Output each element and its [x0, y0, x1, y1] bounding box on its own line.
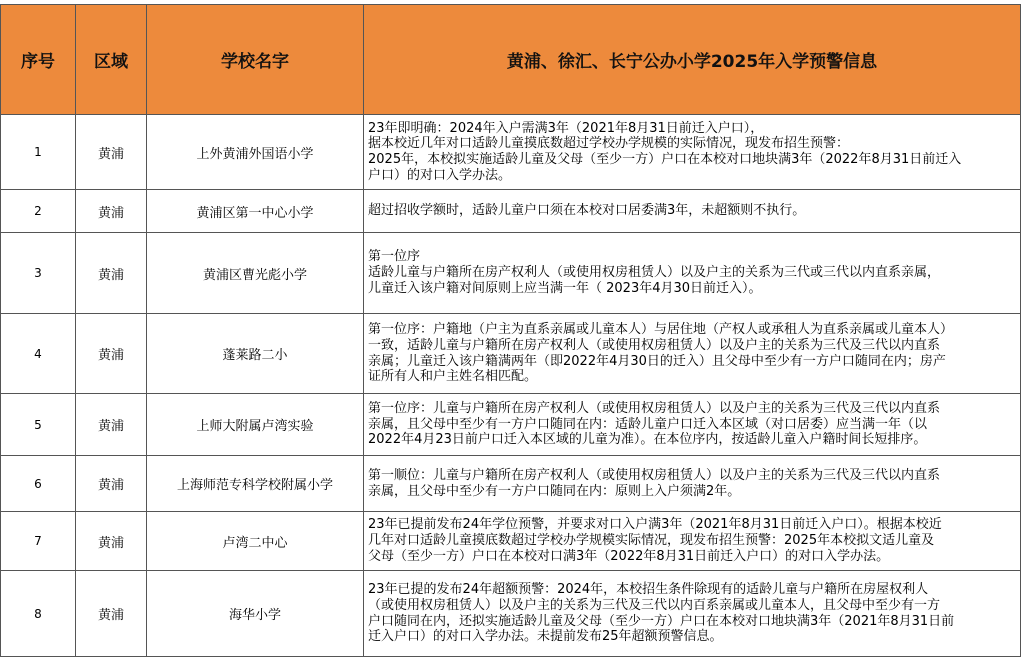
- table-row: [1, 233, 1021, 314]
- row-district: 黄浦: [76, 456, 147, 512]
- row-school-name: 黄浦区第一中心小学: [147, 190, 364, 233]
- row-warning-info: [364, 190, 1021, 233]
- header-school: 学校名字: [147, 5, 364, 115]
- warning-text-line: 几年对口适龄儿童摸底数超过学校办学规模实际情况，现发布招生预警：2025年本校拟文适儿童及: [368, 533, 935, 549]
- row-district: 黄浦: [76, 115, 147, 190]
- header-row: [1, 5, 1021, 115]
- table-row: [1, 190, 1021, 233]
- row-district: 黄浦: [76, 512, 147, 571]
- table-row: [1, 115, 1021, 190]
- table-row: [1, 314, 1021, 394]
- warning-text-line: 第一顺位：儿童与户籍所在房产权利人（或使用权房租赁人）以及户主的关系为三代及三代以内直系: [368, 467, 941, 483]
- warning-text-line: 第一位序：户籍地（户主为直系亲属或儿童本人）与居住地（产权人或承租人为直系亲属或儿童本人）: [368, 322, 954, 338]
- warning-text-line: 23年已提的发布24年超额预警：2024年，本校招生条件除现有的适龄儿童与户籍所在房屋权利人: [368, 582, 929, 598]
- admission-warning-table: [0, 4, 1021, 657]
- row-school-name: 黄浦区曹光彪小学: [147, 233, 364, 314]
- warning-text-line: 第一位序：儿童与户籍所在房产权利人（或使用权房租赁人）以及户主的关系为三代及三代以内直系: [368, 400, 941, 416]
- warning-text-line: 亲属，且父母中至少有一方户口随同在内：原则上入户须满2年。: [368, 483, 741, 499]
- row-index: 2: [1, 190, 76, 233]
- row-index: 3: [1, 233, 76, 314]
- table-row: [1, 512, 1021, 571]
- row-index: 8: [1, 571, 76, 657]
- warning-text-line: 23年已提前发布24年学位预警，并要求对口入户满3年（2021年8月31日前迁入户口）。根据本校近: [368, 517, 942, 533]
- warning-text-line: 据本校近几年对口适龄儿童摸底数超过学校办学规模的实际情况，现发布招生预警：: [368, 136, 850, 152]
- warning-text-line: 适龄儿童与户籍所在房产权利人（或使用权房租赁人）以及户主的关系为三代或三代以内直系亲属，: [368, 265, 941, 281]
- row-index: 7: [1, 512, 76, 571]
- warning-text-line: 一致，适龄儿童与户籍所在房产权利人（或使用权房租赁人）以及户主的关系为三代及三代以内直系: [368, 337, 941, 353]
- row-district: 黄浦: [76, 233, 147, 314]
- table-row: [1, 456, 1021, 512]
- row-school-name: 上外黄浦外国语小学: [147, 115, 364, 190]
- row-warning-info: [364, 512, 1021, 571]
- row-school-name: 上师大附属卢湾实验: [147, 394, 364, 456]
- row-school-name: 上海师范专科学校附属小学: [147, 456, 364, 512]
- row-district: 黄浦: [76, 190, 147, 233]
- row-index: 1: [1, 115, 76, 190]
- warning-text-line: 户口）的对口入学办法。: [368, 167, 512, 183]
- warning-text-line: 儿童迁入该户籍对间原则上应当满一年（ 2023年4月30日前迁入）。: [368, 280, 762, 296]
- warning-text-line: 户口随同在内，还拟实施适龄儿童及父母（至少一方）户口在本校对口地块满3年（2021年8月31日前: [368, 613, 955, 629]
- warning-text-line: 亲属，且父母中至少有一方户口随同在内：适龄儿童户口迁入本区域（对口居委）应当满一年（以: [368, 416, 928, 432]
- row-warning-info: [364, 456, 1021, 512]
- row-district: 黄浦: [76, 571, 147, 657]
- header-info: 黄浦、徐汇、长宁公办小学2025年入学预警信息: [364, 5, 1021, 115]
- row-index: 4: [1, 314, 76, 394]
- warning-text-line: 超过招收学额时，适龄儿童户口须在本校对口居委满3年，未超额则不执行。: [368, 203, 806, 219]
- warning-text-line: 证所有人和户主姓名相匹配。: [368, 369, 538, 385]
- row-district: 黄浦: [76, 394, 147, 456]
- table-row: [1, 394, 1021, 456]
- row-school-name: 蓬莱路二小: [147, 314, 364, 394]
- row-warning-info: [364, 571, 1021, 657]
- row-warning-info: [364, 115, 1021, 190]
- warning-text-line: （或使用权房租赁人）以及户主的关系为三代及三代以内百系亲属或儿童本人，且父母中至少有一方: [368, 597, 941, 613]
- row-school-name: 海华小学: [147, 571, 364, 657]
- header-index: 序号: [1, 5, 76, 115]
- header-district: 区域: [76, 5, 147, 115]
- row-warning-info: [364, 233, 1021, 314]
- row-index: 5: [1, 394, 76, 456]
- warning-text-line: 迁入户口）的对口入学办法。未提前发布25年超额预警信息。: [368, 629, 723, 645]
- row-index: 6: [1, 456, 76, 512]
- row-warning-info: [364, 394, 1021, 456]
- row-warning-info: [364, 314, 1021, 394]
- warning-text-line: 2025年，本校拟实施适龄儿童及父母（至少一方）户口在本校对口地块满3年（2022年8月31日前迁入: [368, 152, 962, 167]
- warning-text-line: 亲属；儿童迁入该户籍满两年（即2022年4月30日的迁入）且父母中至少有一方户口随同在内；房产: [368, 353, 946, 369]
- warning-text-line: 23年即明确：2024年入户需满3年（2021年8月31日前迁入户口），: [368, 120, 764, 136]
- table-row: [1, 571, 1021, 657]
- warning-text-line: 第一位序: [368, 249, 421, 265]
- row-school-name: 卢湾二中心: [147, 512, 364, 571]
- warning-text-line: 2022年4月23日前户口迁入本区域的儿童为准）。在本位序内，按适龄儿童入户籍时间长短排序。: [368, 432, 927, 448]
- warning-text-line: 父母（至少一方）户口在本校对口满3年（2022年8月31日前迁入户口）的对口入学办法。: [368, 548, 890, 564]
- row-district: 黄浦: [76, 314, 147, 394]
